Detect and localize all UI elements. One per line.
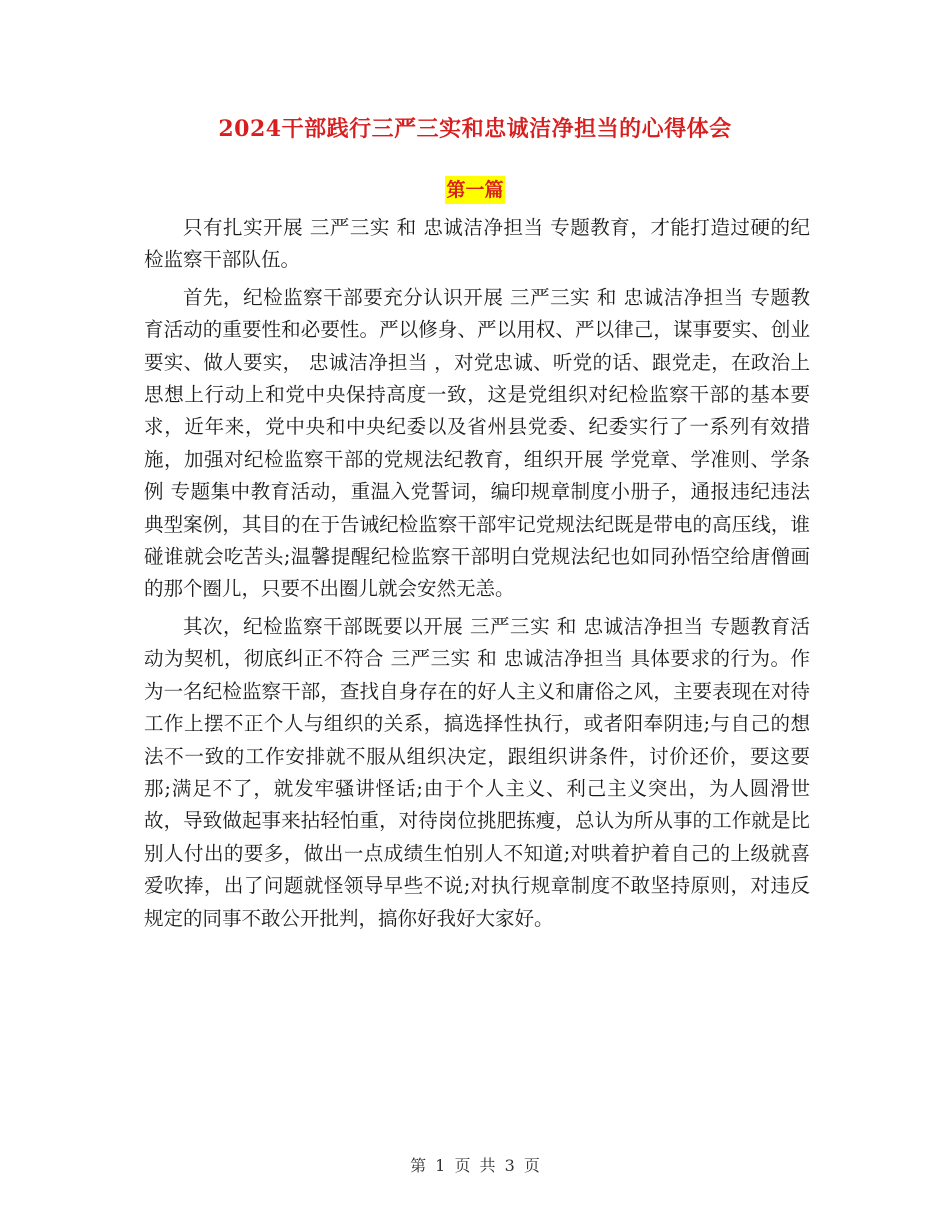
- page-footer: 第 1 页 共 3 页: [410, 1156, 540, 1175]
- paragraph-1: 只有扎实开展 三严三实 和 忠诚洁净担当 专题教育，才能打造过硬的纪检监察干部队伍。: [144, 216, 810, 272]
- section-subtitle: 第一篇: [445, 176, 504, 204]
- document-title: 2024干部践行三严三实和忠诚洁净担当的心得体会: [218, 116, 732, 142]
- paragraph-2: 首先，纪检监察干部要充分认识开展 三严三实 和 忠诚洁净担当 专题教育活动的重要性和必要性。严以修身、严以用权、严以律己，谋事要实、创业要实、做人要实， 忠诚洁净担当 ，对党忠诚、听党的话、跟党走，在政治上思想上行动上和党中央保持高度一致，这是党组织对纪检监察干部的基本要求，近年来，党中央和中央纪委以及省州县党委、纪委实行了一系列有效措施，加强对纪检监察干部的党规法纪教育，组织开展 学党章、学准则、学条例 专题集中教育活动，重温入党誓词，编印规章制度小册子，通报违纪违法典型案例，其目的在于告诫纪检监察干部牢记党规法纪既是带电的高压线，谁碰谁就会吃苦头;温馨提醒纪检监察干部明白党规法纪也如同孙悟空给唐僧画的那个圈儿，只要不出圈儿就会安然无恙。: [144, 285, 810, 601]
- subtitle-container: [0, 176, 950, 205]
- document-body: [144, 212, 810, 940]
- paragraph-3: 其次，纪检监察干部既要以开展 三严三实 和 忠诚洁净担当 专题教育活动为契机，彻底纠正不符合 三严三实 和 忠诚洁净担当 具体要求的行为。作为一名纪检监察干部，查找自身存在的好人主义和庸俗之风，主要表现在对待工作上摆不正个人与组织的关系，搞选择性执行，或者阳奉阴违;与自己的想法不一致的工作安排就不服从组织决定，跟组织讲条件，讨价还价，要这要那;满足不了，就发牢骚讲怪话;由于个人主义、利己主义突出，为人圆滑世故，导致做起事来拈轻怕重，对待岗位挑肥拣瘦，总认为所从事的工作就是比别人付出的要多，做出一点成绩生怕别人不知道;对哄着护着自己的上级就喜爱吹捧，出了问题就怪领导早些不说;对执行规章制度不敢坚持原则，对违反规定的同事不敢公开批判，搞你好我好大家好。: [144, 614, 810, 930]
